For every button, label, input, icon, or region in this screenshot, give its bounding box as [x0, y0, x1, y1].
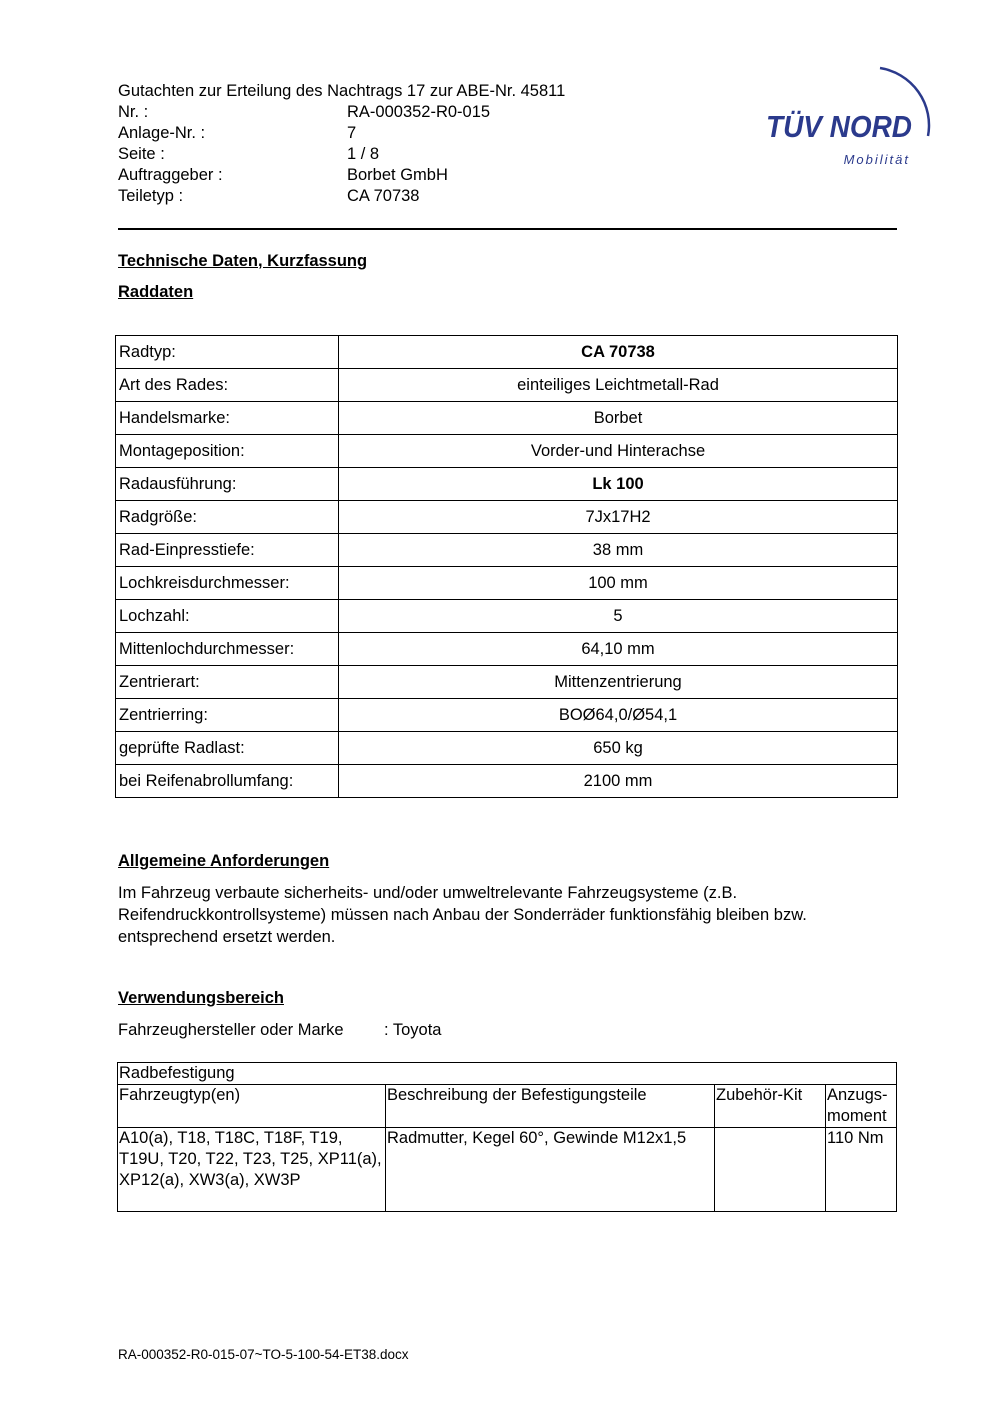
- raddaten-value: 7Jx17H2: [339, 501, 898, 534]
- header-value: 7: [347, 124, 357, 142]
- raddaten-label: Lochzahl:: [116, 600, 339, 633]
- header-label: Teiletyp :: [118, 187, 184, 205]
- logo-subtitle: Mobilität: [843, 152, 910, 167]
- raddaten-value: 2100 mm: [339, 765, 898, 798]
- table-row: [116, 468, 898, 501]
- column-header-fahrzeugtyp: Fahrzeugtyp(en): [118, 1085, 386, 1128]
- raddaten-value: Mittenzentrierung: [339, 666, 898, 699]
- table-row: [116, 435, 898, 468]
- document-title: Gutachten zur Erteilung des Nachtrags 17 zur ABE-Nr. 45811: [118, 82, 566, 100]
- raddaten-label: bei Reifenabrollumfang:: [116, 765, 339, 798]
- header-value: Borbet GmbH: [347, 166, 448, 184]
- raddaten-label: Radtyp:: [116, 336, 339, 369]
- raddaten-value: BOØ64,0/Ø54,1: [339, 699, 898, 732]
- raddaten-label: Art des Rades:: [116, 369, 339, 402]
- header-row-seite: [118, 144, 490, 165]
- table-row: [116, 501, 898, 534]
- raddaten-label: Lochkreisdurchmesser:: [116, 567, 339, 600]
- radbefestigung-table: [117, 1062, 897, 1212]
- raddaten-value: Lk 100: [339, 468, 898, 501]
- table-row: [116, 699, 898, 732]
- header-value: RA-000352-R0-015: [347, 103, 491, 121]
- raddaten-label: Radausführung:: [116, 468, 339, 501]
- table-row: [116, 600, 898, 633]
- table-row: [116, 567, 898, 600]
- raddaten-table: [115, 335, 898, 798]
- table-row: [116, 732, 898, 765]
- table-row: [118, 1128, 897, 1212]
- table-row: [116, 633, 898, 666]
- raddaten-value: Borbet: [339, 402, 898, 435]
- raddaten-label: Radgröße:: [116, 501, 339, 534]
- cell-zubehoer-kit: [715, 1128, 826, 1212]
- raddaten-label: Zentrierring:: [116, 699, 339, 732]
- raddaten-value: 650 kg: [339, 732, 898, 765]
- table-row: [116, 534, 898, 567]
- raddaten-label: Zentrierart:: [116, 666, 339, 699]
- section-heading-raddaten: Raddaten: [118, 283, 194, 301]
- cell-anzugsmoment: 110 Nm: [826, 1128, 897, 1212]
- raddaten-label: Montageposition:: [116, 435, 339, 468]
- raddaten-label: Mittenlochdurchmesser:: [116, 633, 339, 666]
- raddaten-value: 100 mm: [339, 567, 898, 600]
- cell-beschreibung: Radmutter, Kegel 60°, Gewinde M12x1,5: [386, 1128, 715, 1212]
- raddaten-value: 38 mm: [339, 534, 898, 567]
- header-row-nr: [118, 102, 490, 123]
- tuev-nord-logo: [762, 56, 942, 171]
- anforderungen-text: Im Fahrzeug verbaute sicherheits- und/oder umweltrelevante Fahrzeugsysteme (z.B. Reifendruckkontrollsysteme) müssen nach Anbau der Sonderräder funktionsfähig bleiben bzw. entsprechend ersetzt werden.: [118, 884, 807, 946]
- table-row: [116, 402, 898, 435]
- header-row-auftraggeber: [118, 165, 490, 186]
- header-divider: [118, 228, 897, 230]
- header-value: CA 70738: [347, 187, 420, 205]
- table-row: [118, 1063, 897, 1085]
- manufacturer-label: Fahrzeughersteller oder Marke: [118, 1021, 344, 1039]
- raddaten-label: geprüfte Radlast:: [116, 732, 339, 765]
- table-header-row: [118, 1085, 897, 1128]
- header-label: Seite :: [118, 145, 165, 163]
- header-value: 1 / 8: [347, 145, 380, 163]
- cell-fahrzeugtypen: A10(a), T18, T18C, T18F, T19, T19U, T20, T22, T23, T25, XP11(a), XP12(a), XW3(a), XW3P: [118, 1128, 386, 1212]
- manufacturer-value: : Toyota: [384, 1021, 442, 1039]
- radbefestigung-title: Radbefestigung: [118, 1063, 897, 1085]
- table-row: [116, 666, 898, 699]
- section-heading-anforderungen: Allgemeine Anforderungen: [118, 852, 330, 870]
- column-header-anzugsmoment: Anzugs-moment: [826, 1085, 897, 1128]
- header-row-teiletyp: [118, 186, 490, 207]
- raddaten-value: 5: [339, 600, 898, 633]
- raddaten-value: CA 70738: [339, 336, 898, 369]
- logo-brand: TÜV NORD: [766, 109, 912, 144]
- header-label: Auftraggeber :: [118, 166, 223, 184]
- header-info: [118, 102, 490, 207]
- raddaten-value: Vorder-und Hinterachse: [339, 435, 898, 468]
- raddaten-value: einteiliges Leichtmetall-Rad: [339, 369, 898, 402]
- manufacturer-line: [118, 1020, 441, 1041]
- column-header-zubehoer-kit: Zubehör-Kit: [715, 1085, 826, 1128]
- column-header-beschreibung: Beschreibung der Befestigungsteile: [386, 1085, 715, 1128]
- section-heading-technische-daten: Technische Daten, Kurzfassung: [118, 252, 368, 270]
- table-row: [116, 765, 898, 798]
- footer-filename: RA-000352-R0-015-07~TO-5-100-54-ET38.docx: [118, 1347, 409, 1362]
- header-row-anlage: [118, 123, 490, 144]
- raddaten-label: Handelsmarke:: [116, 402, 339, 435]
- section-heading-verwendungsbereich: Verwendungsbereich: [118, 989, 284, 1007]
- raddaten-label: Rad-Einpresstiefe:: [116, 534, 339, 567]
- table-row: [116, 336, 898, 369]
- header-label: Nr. :: [118, 103, 149, 121]
- raddaten-value: 64,10 mm: [339, 633, 898, 666]
- table-row: [116, 369, 898, 402]
- header-label: Anlage-Nr. :: [118, 124, 206, 142]
